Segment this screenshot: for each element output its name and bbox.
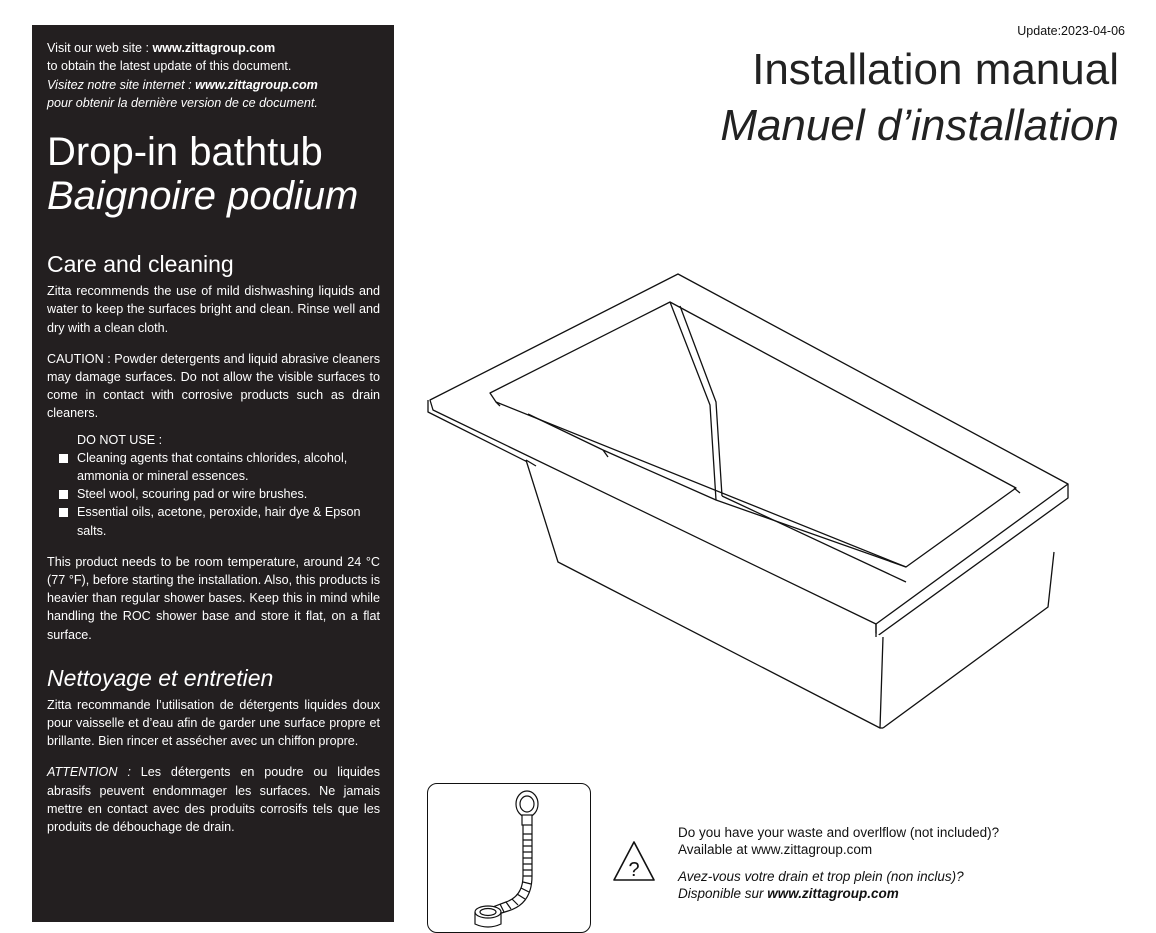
website-line-en: Visit our web site : — [47, 41, 153, 55]
list-item — [47, 485, 380, 503]
drain-note-fr-1: Avez-vous votre drain et trop plein (non inclus)? — [678, 869, 964, 884]
attention-text: Les détergents en poudre ou liquides abrasifs peuvent endommager les surfaces. Ne jamais mettre en contact avec des produits corrosifs tels que les produits de débouchage de drain. — [47, 765, 380, 835]
manual-title-fr: Manuel d’installation — [720, 101, 1119, 150]
product-title-fr: Baignoire podium — [47, 174, 359, 219]
drain-note-fr — [678, 868, 999, 902]
drain-note-fr-2: Disponible sur — [678, 886, 768, 901]
website-link-en[interactable]: www.zittagroup.com — [152, 41, 276, 55]
do-not-use-list — [47, 449, 380, 540]
website-line2: to obtain the latest update of this document. — [47, 59, 292, 74]
manual-title — [720, 42, 1119, 154]
drain-note — [678, 824, 999, 902]
care-heading: Care and cleaning — [47, 251, 234, 278]
caution-paragraph: CAUTION : Powder detergents and liquid abrasive cleaners may damage surfaces. Do not allow the visible surfaces to come in contact with corrosive products such as drain cleaners. — [47, 351, 380, 421]
bullet-square-icon — [59, 508, 68, 517]
website-line-fr: Visitez notre site internet : — [47, 77, 196, 92]
care-paragraph-1: Zitta recommends the use of mild dishwashing liquids and water to keep the surfaces bright and clean. Rinse well and dry with a clean cloth. — [47, 284, 380, 335]
attention-label: ATTENTION : — [47, 765, 131, 780]
care-paragraph-3: This product needs to be room temperature, around 24 °C (77 °F), before starting the installation. Also, this products is heavier than regular shower bases. Keep this in mind while handling the ROC shower base and store it flat, on a flat surface. — [47, 554, 380, 642]
website-notice — [47, 39, 380, 112]
warning-question-mark: ? — [628, 859, 640, 881]
care-heading-fr: Nettoyage et entretien — [47, 664, 274, 691]
product-title — [47, 130, 380, 218]
bathtub-illustration — [418, 262, 1118, 742]
update-date: Update:2023-04-06 — [1017, 24, 1125, 38]
drain-product-box — [427, 783, 591, 933]
list-item-text: Steel wool, scouring pad or wire brushes. — [77, 487, 308, 502]
care-paragraph-fr-1: Zitta recommande l’utilisation de détergents liquides doux pour vaisselle et d’eau afin de garder une surface propre et brillante. Bien rincer et assécher avec un chiffon propre. — [47, 697, 380, 749]
website-link-fr[interactable]: www.zittagroup.com — [195, 77, 318, 92]
list-item — [47, 449, 380, 485]
do-not-use-heading: DO NOT USE : — [77, 432, 163, 447]
bullet-square-icon — [59, 490, 68, 499]
warning-triangle-icon — [610, 838, 658, 884]
drain-note-en-1: Do you have your waste and overlflow (not included)? — [678, 825, 1000, 840]
drain-link-fr[interactable]: www.zittagroup.com — [767, 886, 899, 901]
caution-paragraph-fr — [47, 763, 380, 836]
list-item — [47, 503, 380, 539]
product-title-en: Drop-in bathtub — [47, 130, 323, 175]
manual-title-en: Installation manual — [752, 45, 1119, 94]
website-line4: pour obtenir la dernière version de ce document. — [47, 95, 318, 110]
list-item-text: Cleaning agents that contains chlorides, alcohol, ammonia or mineral essences. — [77, 450, 348, 484]
list-item-text: Essential oils, acetone, peroxide, hair dye & Epson salts. — [77, 505, 361, 538]
drain-link-en[interactable]: www.zittagroup.com — [751, 842, 873, 857]
drain-note-en-2: Available at — [678, 842, 752, 857]
bullet-square-icon — [59, 454, 68, 463]
drain-overflow-icon — [428, 784, 591, 933]
sidebar — [32, 25, 394, 922]
